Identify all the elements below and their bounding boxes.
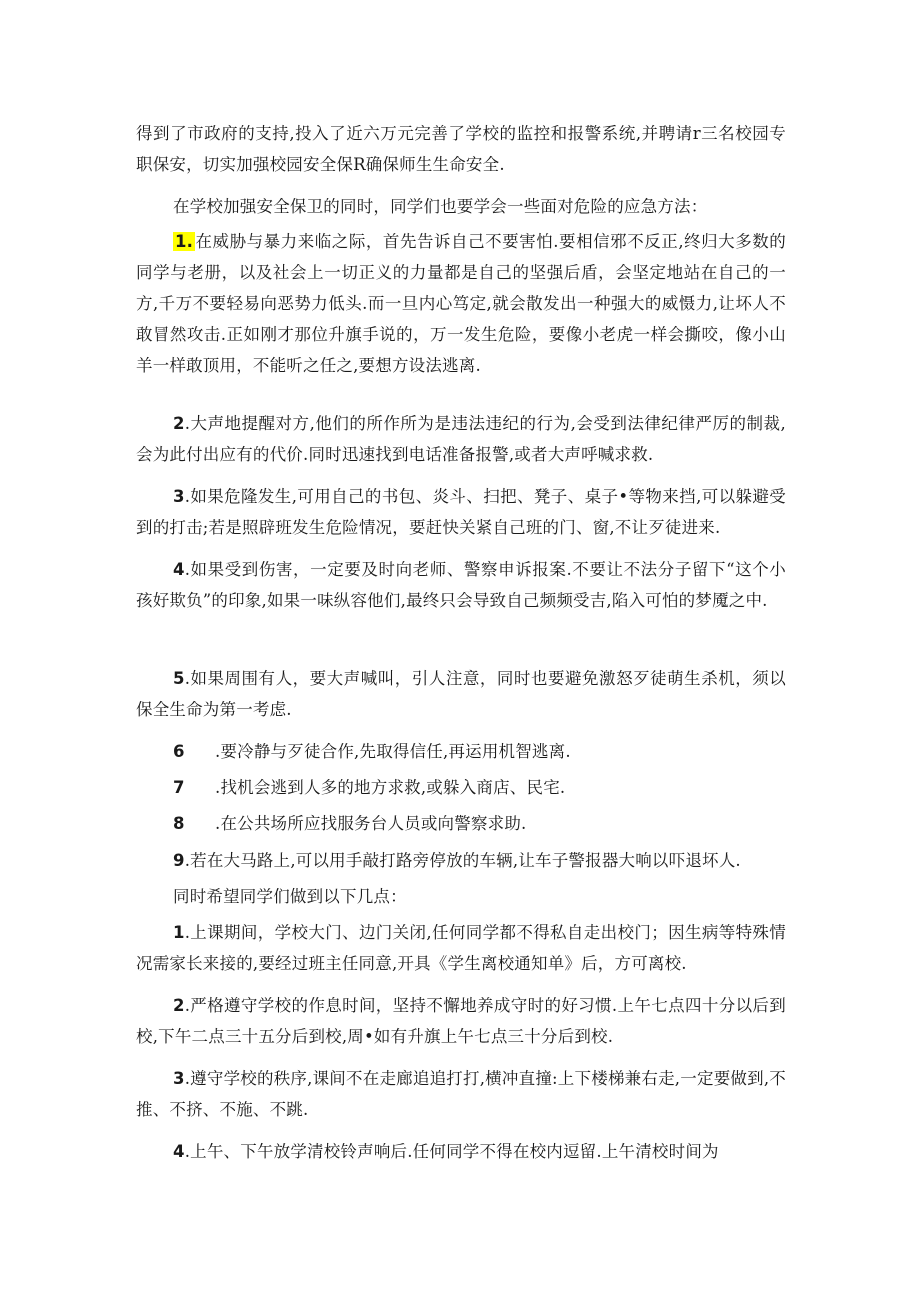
- item-text: .如果危隆发生,可用自己的书包、炎斗、扫把、凳子、桌子•等物来挡,可以躲避受到的打击;若是照辟班发生危险情况，要赶快关紧自己班的门、窗,不让歹徒进来.: [136, 487, 786, 537]
- emergency-item-1: [136, 226, 786, 381]
- item-number: 3: [173, 1069, 185, 1088]
- item-text: .上午、下午放学清校铃声响后.任何同学不得在校内逗留.上午清校时间为: [184, 1142, 719, 1161]
- item-number: 2: [173, 996, 185, 1015]
- item-text: .要冷静与歹徒合作,先取得信任,再运用机智逃离.: [215, 742, 571, 761]
- item-text: .遵守学校的秩序,课间不在走廊追追打打,横冲直撞:上下楼梯兼右走,一定要做到,不推、不挤、不施、不跳.: [136, 1069, 786, 1119]
- item-number-highlighted: 1.: [175, 232, 194, 251]
- item-text: .如果周围有人，要大声喊叫，引人注意，同时也要避免激怒歹徒萌生杀机，须以保全生命为第一考虑.: [136, 669, 786, 719]
- paragraph-emergency-intro: [136, 191, 786, 222]
- item-text: .找机会逃到人多的地方求救,或躲入商店、民宅.: [215, 778, 566, 797]
- item-number: 4: [173, 1142, 185, 1161]
- item-text: .严格遵守学校的作息时间，坚持不懈地养成守时的好习惯.上午七点四十分以后到校,下午二点三十五分后到校,周•如有升旗上午七点三十分后到校.: [136, 996, 786, 1046]
- emergency-item-9: [173, 845, 741, 876]
- emergency-item-7: [173, 772, 565, 803]
- rule-item-2: [136, 990, 786, 1052]
- emergency-item-5: [136, 663, 786, 725]
- emergency-item-2: [136, 408, 786, 470]
- item-text: .上课期间，学校大门、边门关闭,任何同学都不得私自走出校门；因生病等特殊情况需家长来接的,要经过班主任同意,开具《学生离校通知单》后，方可离校.: [136, 923, 786, 973]
- item-number: 9: [173, 851, 185, 870]
- emergency-item-4: [136, 554, 786, 616]
- paragraph-text: 在学校加强安全保卫的同时，同学们也要学会一些面对危险的应急方法：: [173, 197, 708, 216]
- emergency-item-8: [173, 808, 527, 839]
- item-number: 7: [173, 778, 185, 797]
- item-number: 3: [173, 487, 185, 506]
- item-text: .如果受到伤害，一定要及时向老师、警察申诉报案.不要让不法分子留下“这个小孩好欺负”的印象,如果一味纵容他们,最终只会导致自己频频受吉,陷入可怕的梦魇之中.: [136, 560, 786, 610]
- item-number: 5: [173, 669, 185, 688]
- item-text: .大声地提醒对方,他们的所作所为是违法违纪的行为,会受到法律纪律严厉的制裁,会为此付出应有的代价.同时迅速找到电话准备报警,或者大声呼喊求救.: [136, 414, 786, 464]
- rule-item-3: [136, 1063, 786, 1125]
- item-number: 8: [173, 814, 185, 833]
- emergency-item-3: [136, 481, 786, 543]
- rule-item-1: [136, 917, 786, 979]
- emergency-item-6: [173, 736, 571, 767]
- item-number: 2: [173, 414, 185, 433]
- paragraph-text: 同时希望同学们做到以下几点：: [173, 887, 407, 906]
- item-text: .在公共场所应找服务台人员或向警察求助.: [215, 814, 527, 833]
- item-number: 6: [173, 742, 185, 761]
- paragraph-intro-continuation: [136, 118, 786, 180]
- item-text: 在威胁与暴力来临之际，首先告诉自己不要害怕.要相信邪不反正,终归大多数的同学与老册，以及社会上一切正义的力量都是自己的坚强后盾，会坚定地站在自己的一方,千万不要轻易向恶势力低头.而一旦内心笃定,就会散发出一种强大的威慑力,让坏人不敢冒然攻击.正如刚才那位升旗手说的，万一发生危险，要像小老虎一样会撕咬，像小山羊一样敢顶用，不能听之任之,要想方设法逃离.: [136, 232, 786, 375]
- item-number: 4: [173, 560, 185, 579]
- rule-item-4: [136, 1136, 786, 1167]
- item-number: 1: [173, 923, 185, 942]
- paragraph-text: 得到了市政府的支持,投入了近六万元完善了学校的监控和报警系统,并聘请r三名校园专职保安，切实加强校园安全保R确保师生生命安全.: [136, 124, 786, 174]
- paragraph-hope-intro: [173, 881, 407, 912]
- item-text: .若在大马路上,可以用手敲打路旁停放的车辆,让车子警报器大响以吓退坏人.: [184, 851, 741, 870]
